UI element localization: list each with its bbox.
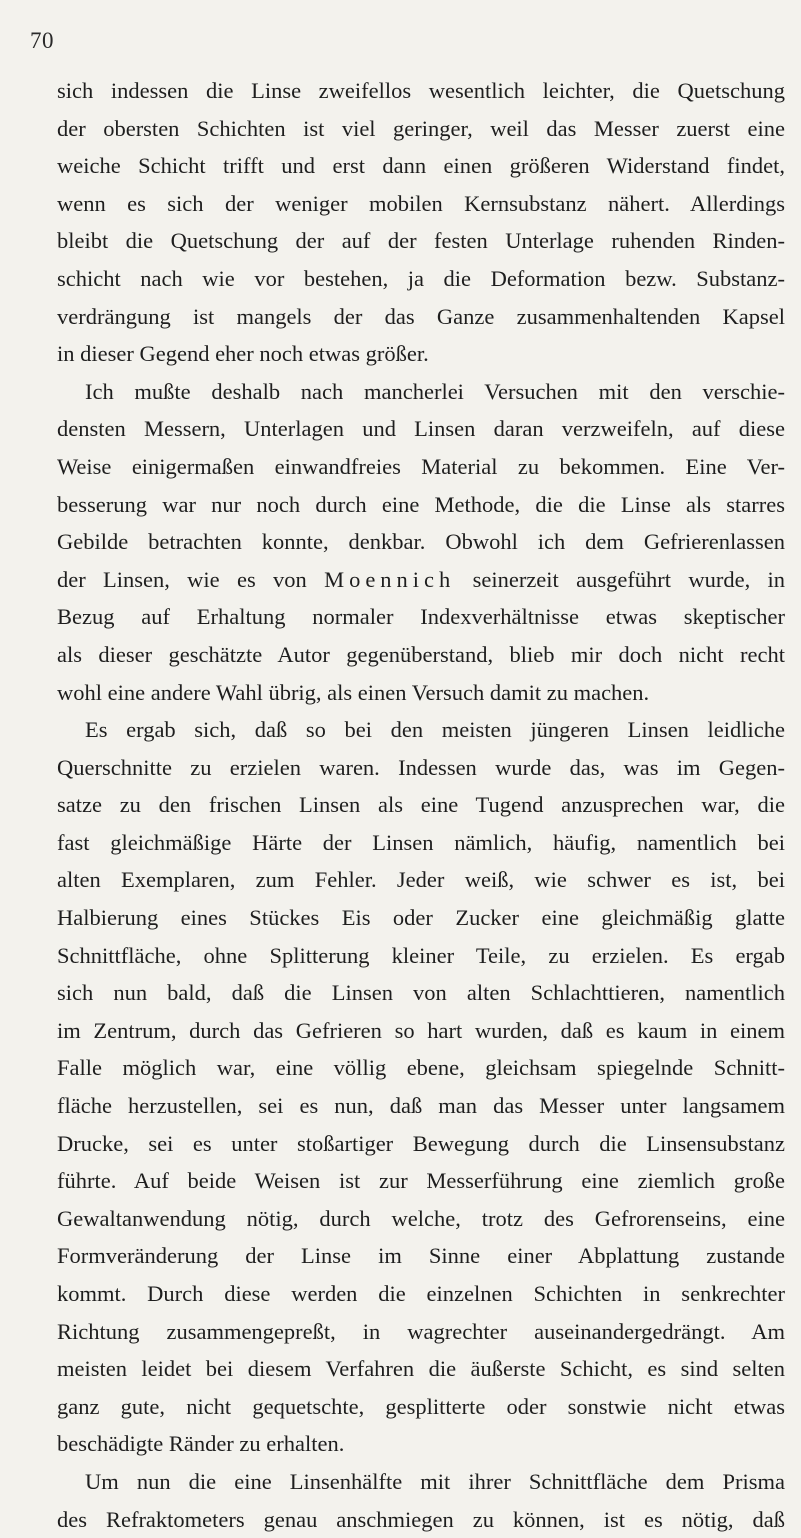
text-line: beschädigte Ränder zu erhalten. bbox=[57, 1431, 345, 1457]
text-line: Bezug auf Erhaltung normaler Indexverhältnisse etwas skeptischer bbox=[57, 604, 785, 630]
text-line: weiche Schicht trifft und erst dann einen größeren Widerstand findet, bbox=[57, 153, 785, 179]
text-segment: seinerzeit ausgeführt wurde, in bbox=[455, 566, 785, 592]
text-line: Ich mußte deshalb nach mancherlei Versuchen mit den verschie- bbox=[85, 378, 785, 404]
text-line: meisten leidet bei diesem Verfahren die äußerste Schicht, es sind selten bbox=[57, 1356, 785, 1382]
text-line: Es ergab sich, daß so bei den meisten jüngeren Linsen leidliche bbox=[85, 717, 785, 743]
text-line: sich indessen die Linse zweifellos wesentlich leichter, die Quetschung bbox=[57, 78, 785, 103]
text-line: satze zu den frischen Linsen als eine Tugend anzusprechen war, die bbox=[57, 792, 785, 818]
text-line: Querschnitte zu erzielen waren. Indessen wurde das, was im Gegen- bbox=[57, 754, 785, 780]
page-number: 70 bbox=[30, 28, 54, 53]
text-line: Schnittfläche, ohne Splitterung kleiner Teile, zu erzielen. Es ergab bbox=[57, 942, 785, 968]
text-line: verdrängung ist mangels der das Ganze zusammenhaltenden Kapsel bbox=[57, 303, 785, 329]
text-line: Drucke, sei es unter stoßartiger Bewegung durch die Linsensubstanz bbox=[57, 1130, 785, 1156]
text-line: schicht nach wie vor bestehen, ja die Deformation bezw. Substanz- bbox=[57, 265, 785, 291]
text-line: wenn es sich der weniger mobilen Kernsubstanz nähert. Allerdings bbox=[57, 190, 785, 216]
text-line: Um nun die eine Linsenhälfte mit ihrer Schnittfläche dem Prisma bbox=[85, 1468, 785, 1494]
text-line: führte. Auf beide Weisen ist zur Messerführung eine ziemlich große bbox=[57, 1168, 785, 1194]
text-line: als dieser geschätzte Autor gegenüberstand, blieb mir doch nicht recht bbox=[57, 641, 785, 667]
body-text bbox=[57, 72, 785, 1538]
text-line: ganz gute, nicht gequetschte, gesplitterte oder sonstwie nicht etwas bbox=[57, 1393, 785, 1419]
text-line: im Zentrum, durch das Gefrieren so hart wurden, daß es kaum in einem bbox=[57, 1017, 785, 1043]
author-name: Moennich bbox=[324, 566, 456, 592]
text-line: in dieser Gegend eher noch etwas größer. bbox=[57, 341, 429, 367]
text-line: Gebilde betrachten konnte, denkbar. Obwohl ich dem Gefrierenlassen bbox=[57, 529, 785, 555]
text-line: Formveränderung der Linse im Sinne einer Abplattung zustande bbox=[57, 1243, 785, 1269]
text-line: Gewaltanwendung nötig, durch welche, trotz des Gefrorenseins, eine bbox=[57, 1205, 785, 1231]
text-line: bleibt die Quetschung der auf der festen Unterlage ruhenden Rinden- bbox=[57, 228, 785, 254]
text-line: Falle möglich war, eine völlig ebene, gleichsam spiegelnde Schnitt- bbox=[57, 1055, 785, 1081]
text-line: der obersten Schichten ist viel geringer, weil das Messer zuerst eine bbox=[57, 115, 785, 141]
text-line: densten Messern, Unterlagen und Linsen daran verzweifeln, auf diese bbox=[57, 416, 785, 442]
text-line: sich nun bald, daß die Linsen von alten Schlachttieren, namentlich bbox=[57, 980, 785, 1006]
text-line: fläche herzustellen, sei es nun, daß man das Messer unter langsamem bbox=[57, 1093, 785, 1119]
text-line: wohl eine andere Wahl übrig, als einen Versuch damit zu machen. bbox=[57, 679, 650, 705]
text-line: Weise einigermaßen einwandfreies Material zu bekommen. Eine Ver- bbox=[57, 453, 785, 479]
text-segment: der Linsen, wie es von bbox=[57, 566, 325, 592]
text-line: Halbierung eines Stückes Eis oder Zucker eine gleichmäßig glatte bbox=[57, 905, 785, 931]
text-line: kommt. Durch diese werden die einzelnen Schichten in senkrechter bbox=[57, 1281, 785, 1306]
text-line: des Refraktometers genau anschmiegen zu können, ist es nötig, daß bbox=[57, 1506, 785, 1532]
text-line bbox=[57, 561, 785, 599]
text-line: Richtung zusammengepreßt, in wagrechter auseinandergedrängt. Am bbox=[57, 1318, 785, 1344]
text-line: besserung war nur noch durch eine Methode, die die Linse als starres bbox=[57, 491, 785, 517]
text-line: fast gleichmäßige Härte der Linsen nämlich, häufig, namentlich bei bbox=[57, 829, 785, 855]
text-line: alten Exemplaren, zum Fehler. Jeder weiß, wie schwer es ist, bei bbox=[57, 867, 785, 893]
